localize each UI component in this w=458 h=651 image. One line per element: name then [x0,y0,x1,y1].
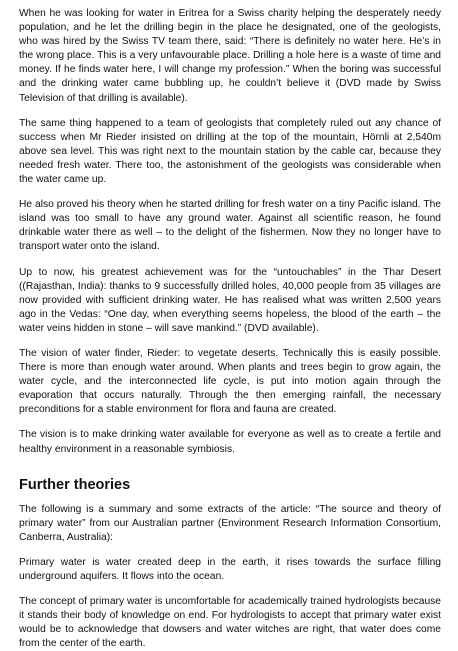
paragraph-article-summary: The following is a summary and some extracts of the article: “The source and theory of primary water” from our Australian partner (Environment Research Information Consortium, Canberra, Australia): [19,503,441,543]
paragraph-primary-water-definition: Primary water is water created deep in the earth, it rises towards the surface filling underground aquifers. It flows into the ocean. [19,556,441,582]
section-heading: Further theories [19,476,131,493]
paragraph-eritrea: When he was looking for water in Eritrea for a Swiss charity helping the desperately needy population, and he let the drilling begin in the place he designated, one of the geologists, who was hired by the Swiss TV team there, said: “There is definitely no water here. He’s in the wrong place. This is a very unfavourable place. Drilling a hole here is a waste of time and money. If he finds water here, I will change my profession.” When the boring was successful and the drinking water came bubbling up, he couldn’t believe it (DVD made by Swiss Television of that drilling is available). [19,8,441,104]
paragraph-hornli: The same thing happened to a team of geologists that completely ruled out any chance of success when Mr Rieder insisted on drilling at the top of the mountain, Hörnli at 2,540m above sea level. This was right next to the mountain station by the cable car, because they needed fresh water. There too, the astonishment of the geologists was considerable when the water came up. [19,117,441,186]
paragraph-vision-drinking-water: The vision is to make drinking water available for everyone as well as to create a fertile and healthy environment in a reasonable symbiosis. [19,429,441,455]
paragraph-pacific-island: He also proved his theory when he started drilling for fresh water on a tiny Pacific island. The island was too small to have any ground water. Against all scientific reason, he found drinkable water there as well – to the delight of the fishermen. Now they no longer have to transport water onto the island. [19,199,441,253]
paragraph-primary-water-concept: The concept of primary water is uncomfortable for academically trained hydrologists because it stands their body of knowledge on end. For hydrologists to accept that primary water exist would be to acknowledge that dowsers and water witches are right, that water does come from the center of the earth. [19,596,441,650]
paragraph-thar-desert: Up to now, his greatest achievement was for the “untouchables” in the Thar Desert ((Rajasthan, India): thanks to 9 successfully drilled holes, 40,000 people from 35 villages are now provided with sufficient drinking water. He has realised what was written 2,500 years ago in the Vedas: “One day, when everything seems hopeless, the blood of the earth – the water veins hidden in stone – will save mankind.” (DVD available). [19,266,441,334]
paragraph-vision-deserts: The vision of water finder, Rieder: to vegetate deserts. Technically this is easily possible. There is more than enough water around. When plants and trees begin to grow again, the water cycle, and the interconnected life cycle, is put into motion again through the evaporation that occurs naturally. Through the then emerging rainfall, the necessary preconditions for a stable environment for flora and fauna are created. [19,347,441,416]
